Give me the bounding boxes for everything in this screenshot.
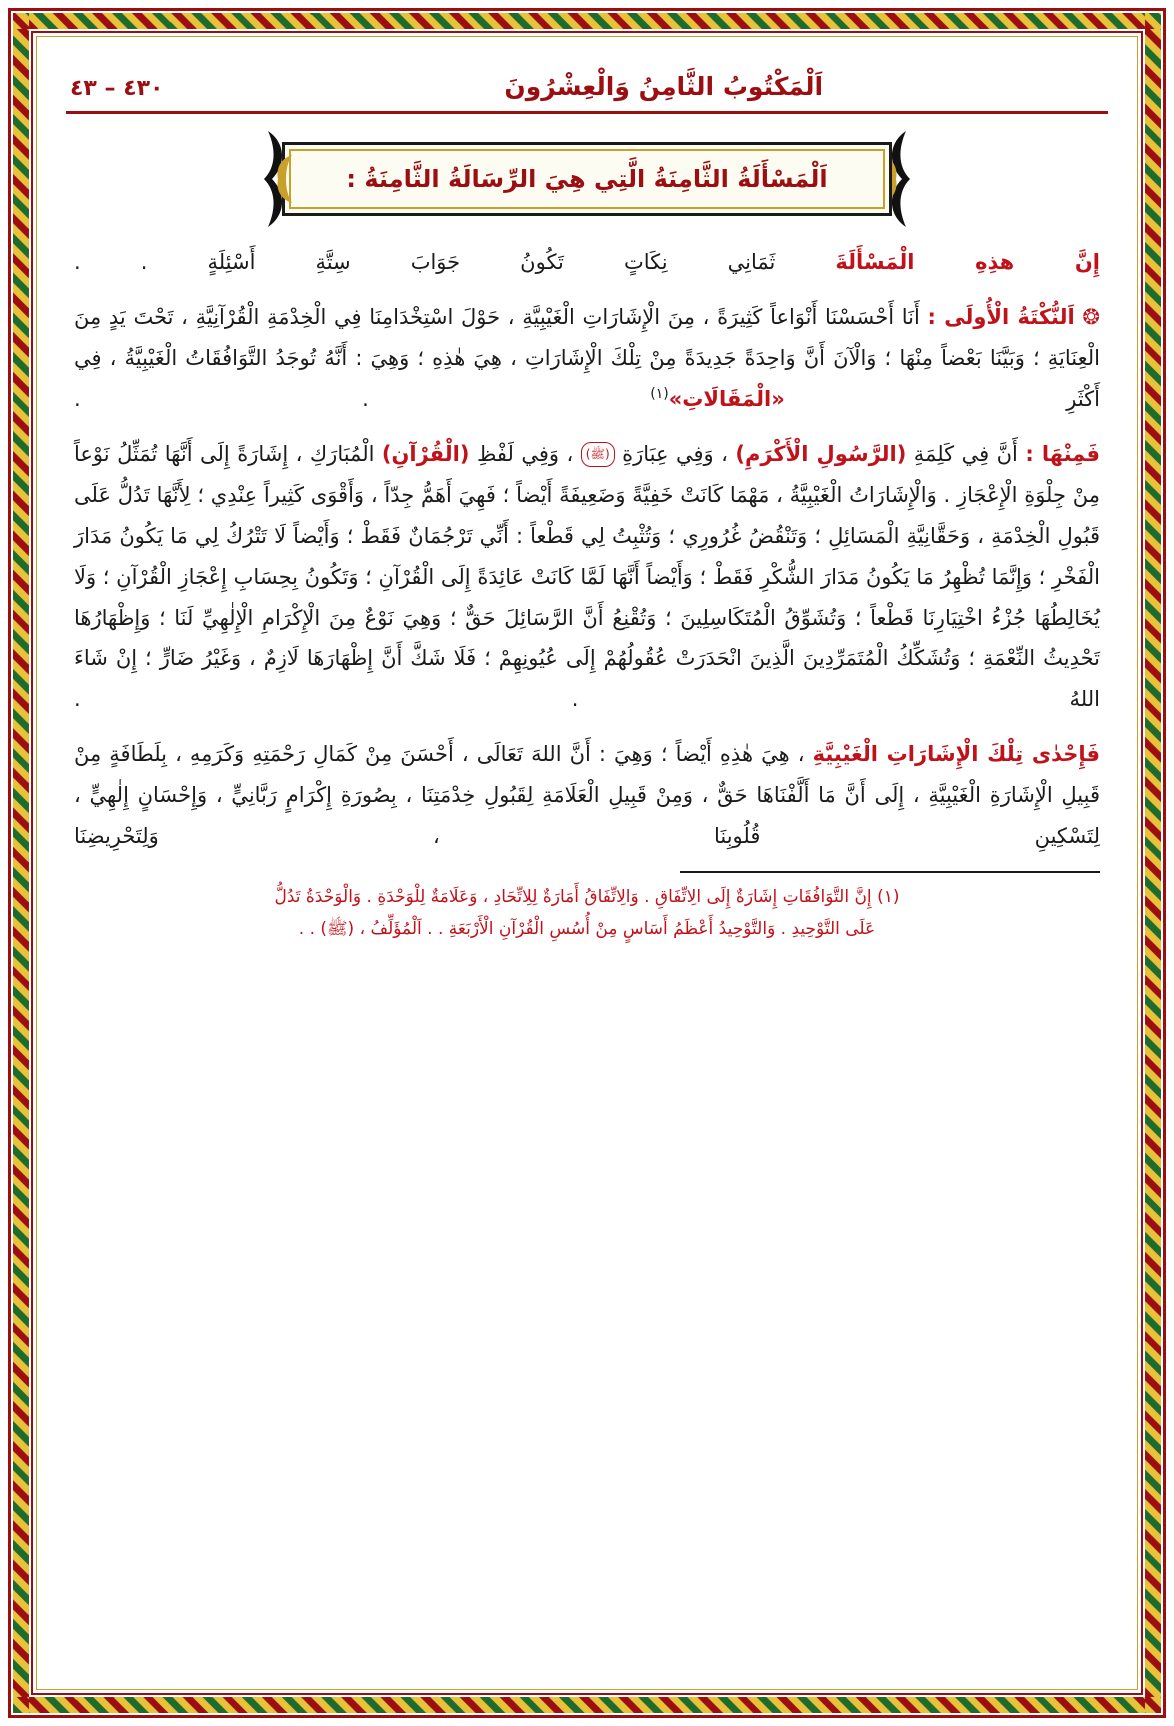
paragraph-1 [74, 242, 1100, 283]
body-text [52, 242, 1122, 857]
paragraph-3-seg-4: ، وَفِي لَفْظِ [469, 441, 581, 466]
page-content [52, 48, 1122, 1678]
paragraph-3-seg-6: الْمُبَارَكِ ، إِشَارَةً إِلَى أَنَّهَا تُمَثِّلُ نَوْعاً مِنْ جِلْوَةِ الْإِعْجَازِ . وَالْإِشَارَاتُ الْغَيْبِيَّةُ ، مَهْمَا كَانَتْ خَفِيَّةً وَضَعِيفَةً أَيْضاً ؛ فَهِيَ أَهَمُّ جِدّاً ، وَأَقْوَى كَثِيراً عِنْدِي ؛ لِأَنَّهَا تَدُلُّ عَلَى قَبُولِ الْخِدْمَةِ ، وَحَقَّانِيَّةِ الْمَسَائِلِ ؛ وَتَنْقُضُ غُرُورِي ؛ وَتُثْبِتُ لِي قَطْعاً : أَنِّي تَرْجُمَانٌ فَقَطْ ؛ وَأَيْضاً لَا تَتْرُكُ لِي مَا يَكُونُ مَدَارَ الْفَخْرِ ؛ وَإِنَّمَا تُظْهِرُ مَا يَكُونُ مَدَارَ الشُّكْرِ فَقَطْ ؛ وَأَيْضاً أَنَّهَا لَمَّا كَانَتْ عَائِدَةً إِلَى الْقُرْآنِ ؛ وَتَكُونُ بِحِسَابِ إِعْجَازِ الْقُرْآنِ ؛ وَلَا يُخَالِطُهَا جُزْءُ اخْتِيَارِنَا قَطْعاً ؛ وَتُشَوِّقُ الْمُتَكَاسِلِينَ ؛ وَتُقْنِعُ أَنَّ الرَّسَائِلَ حَقٌّ ؛ وَهِيَ نَوْعٌ مِنَ الْإِكْرَامِ الْإِلٰهِيِّ لَنَا ؛ وَإِظْهَارُهَا تَحْدِيثُ النِّعْمَةِ ؛ وَتُشَكِّكُ الْمُتَمَرِّدِينَ الَّذِينَ انْحَدَرَتْ عُقُولُهُمْ إِلَى عُيُونِهِمْ ؛ فَلَا شَكَّ أَنَّ إِظْهَارَهَا لَازِمٌ ، وَغَيْرُ ضَارٍّ ؛ إِنْ شَاءَ اللهُ . . [74, 441, 1100, 712]
paragraph-3 [74, 434, 1100, 721]
footnote-marker: (١) [877, 887, 900, 908]
paragraph-2-tail: . . [74, 386, 651, 411]
paragraph-4-lead: فَإِحْدٰى تِلْكَ الْإِشَارَاتِ الْغَيْبِيَّةِ [812, 742, 1101, 767]
paragraph-1-text: ثَمَانِي نِكَاتٍ تَكُونُ جَوَابَ سِتَّةِ أَسْئِلَةٍ . . [74, 250, 836, 274]
paragraph-3-seg-2: ، وَفِي عِبَارَةِ [614, 441, 736, 466]
paragraph-4 [74, 734, 1100, 857]
paragraph-2 [74, 297, 1100, 420]
paragraph-1-lead: إِنَّ هذِهِ الْمَسْأَلَةَ [835, 250, 1100, 274]
footnote-divider [680, 871, 1100, 873]
section-title-box-inner [289, 149, 885, 209]
paragraph-3-seg-0: أَنَّ فِي كَلِمَةِ [906, 441, 1026, 466]
ornament-floral-left-icon [252, 129, 298, 229]
page-number: ٤٣٠ – ٤٣ [70, 76, 164, 101]
header-divider [66, 111, 1108, 114]
footnote-text-1: إِنَّ التَّوَافُقَاتِ إِشَارَةٌ إِلَى الِاتِّفَاقِ . وَالِاتِّفَاقُ أَمَارَةٌ لِلِاتِّحَادِ ، وَعَلَامَةٌ لِلْوَحْدَةِ . وَالْوَحْدَةُ تَدُلُّ [274, 887, 872, 908]
header-title: اَلْمَكْتُوبُ الثَّامِنُ وَالْعِشْرُونَ [504, 72, 824, 101]
paragraph-3-lead: فَمِنْهَا : [1025, 441, 1100, 466]
section-title-frame [262, 142, 912, 216]
footnote-reference[interactable]: (١) [650, 385, 669, 402]
paragraph-3-seg-5: (الْقُرْآنِ) [381, 441, 470, 466]
honorific-sallallahu-icon: (ﷺ) [581, 442, 615, 467]
paragraph-2-tail-red: «الْمَقَالَاتِ» [668, 386, 785, 411]
footnote-line-1 [74, 881, 1100, 913]
footnote [52, 881, 1122, 946]
paragraph-marker-icon: ❂ [1082, 304, 1100, 329]
paragraph-3-seg-1: (الرَّسُولِ الْأَكْرَمِ) [735, 441, 907, 466]
footnote-line-2: عَلَى التَّوْحِيدِ . وَالتَّوْحِيدُ أَعْظَمُ أَسَاسٍ مِنْ أُسُسِ الْقُرْآنِ الْأَرْبَعَةِ . . اَلْمُؤَلِّفُ ، (ﷺ) . . [298, 919, 876, 940]
page-header [52, 48, 1122, 101]
paragraph-2-text: أَنَا أَحْسَسْنَا أَنْوَاعاً كَثِيرَةً ، مِنَ الْإِشَارَاتِ الْغَيْبِيَّةِ ، حَوْلَ اسْتِخْدَامِنَا فِي الْخِدْمَةِ الْقُرْآنِيَّةِ ، تَحْتَ يَدٍ مِنَ الْعِنَايَةِ ؛ وَبَيَّنَا بَعْضاً مِنْهَا ؛ وَالْآنَ أَنَّ وَاحِدَةً جَدِيدَةً مِنْ تِلْكَ الْإِشَارَاتِ ، هِيَ هٰذِهِ ؛ وَهِيَ : أَنَّهُ تُوجَدُ التَّوَافُقَاتُ الْغَيْبِيَّةُ ، فِي أَكْثَرِ [74, 304, 1100, 411]
paragraph-4-text: ، هِيَ هٰذِهِ أَيْضاً ؛ وَهِيَ : أَنَّ اللهَ تَعَالَى ، أَحْسَنَ مِنْ كَمَالِ رَحْمَتِهِ وَكَرَمِهِ ، بِلَطَافَةٍ مِنْ قَبِيلِ الْإِشَارَةِ الْغَيْبِيَّةِ ، إِلَى أَنَّ مَا أَلَّفْنَاهَا حَقٌّ ، وَمِنْ قَبِيلِ الْعَلَامَةِ لِقَبُولِ خِدْمَتِنَا ، بِصُورَةِ إِكْرَامٍ رَبَّانِيٍّ ، وَإِحْسَانٍ إِلٰهِيٍّ ، لِتَسْكِينِ قُلُوبِنَا ، وَلِتَحْرِيضِنَا [74, 742, 1100, 849]
paragraph-2-lead: اَلنُّكْتَةُ الْأُولَى : [927, 304, 1075, 329]
section-title-text: اَلْمَسْأَلَةُ الثَّامِنَةُ الَّتِي هِيَ الرِّسَالَةُ الثَّامِنَةُ : [346, 165, 828, 193]
section-title-box [282, 142, 892, 216]
